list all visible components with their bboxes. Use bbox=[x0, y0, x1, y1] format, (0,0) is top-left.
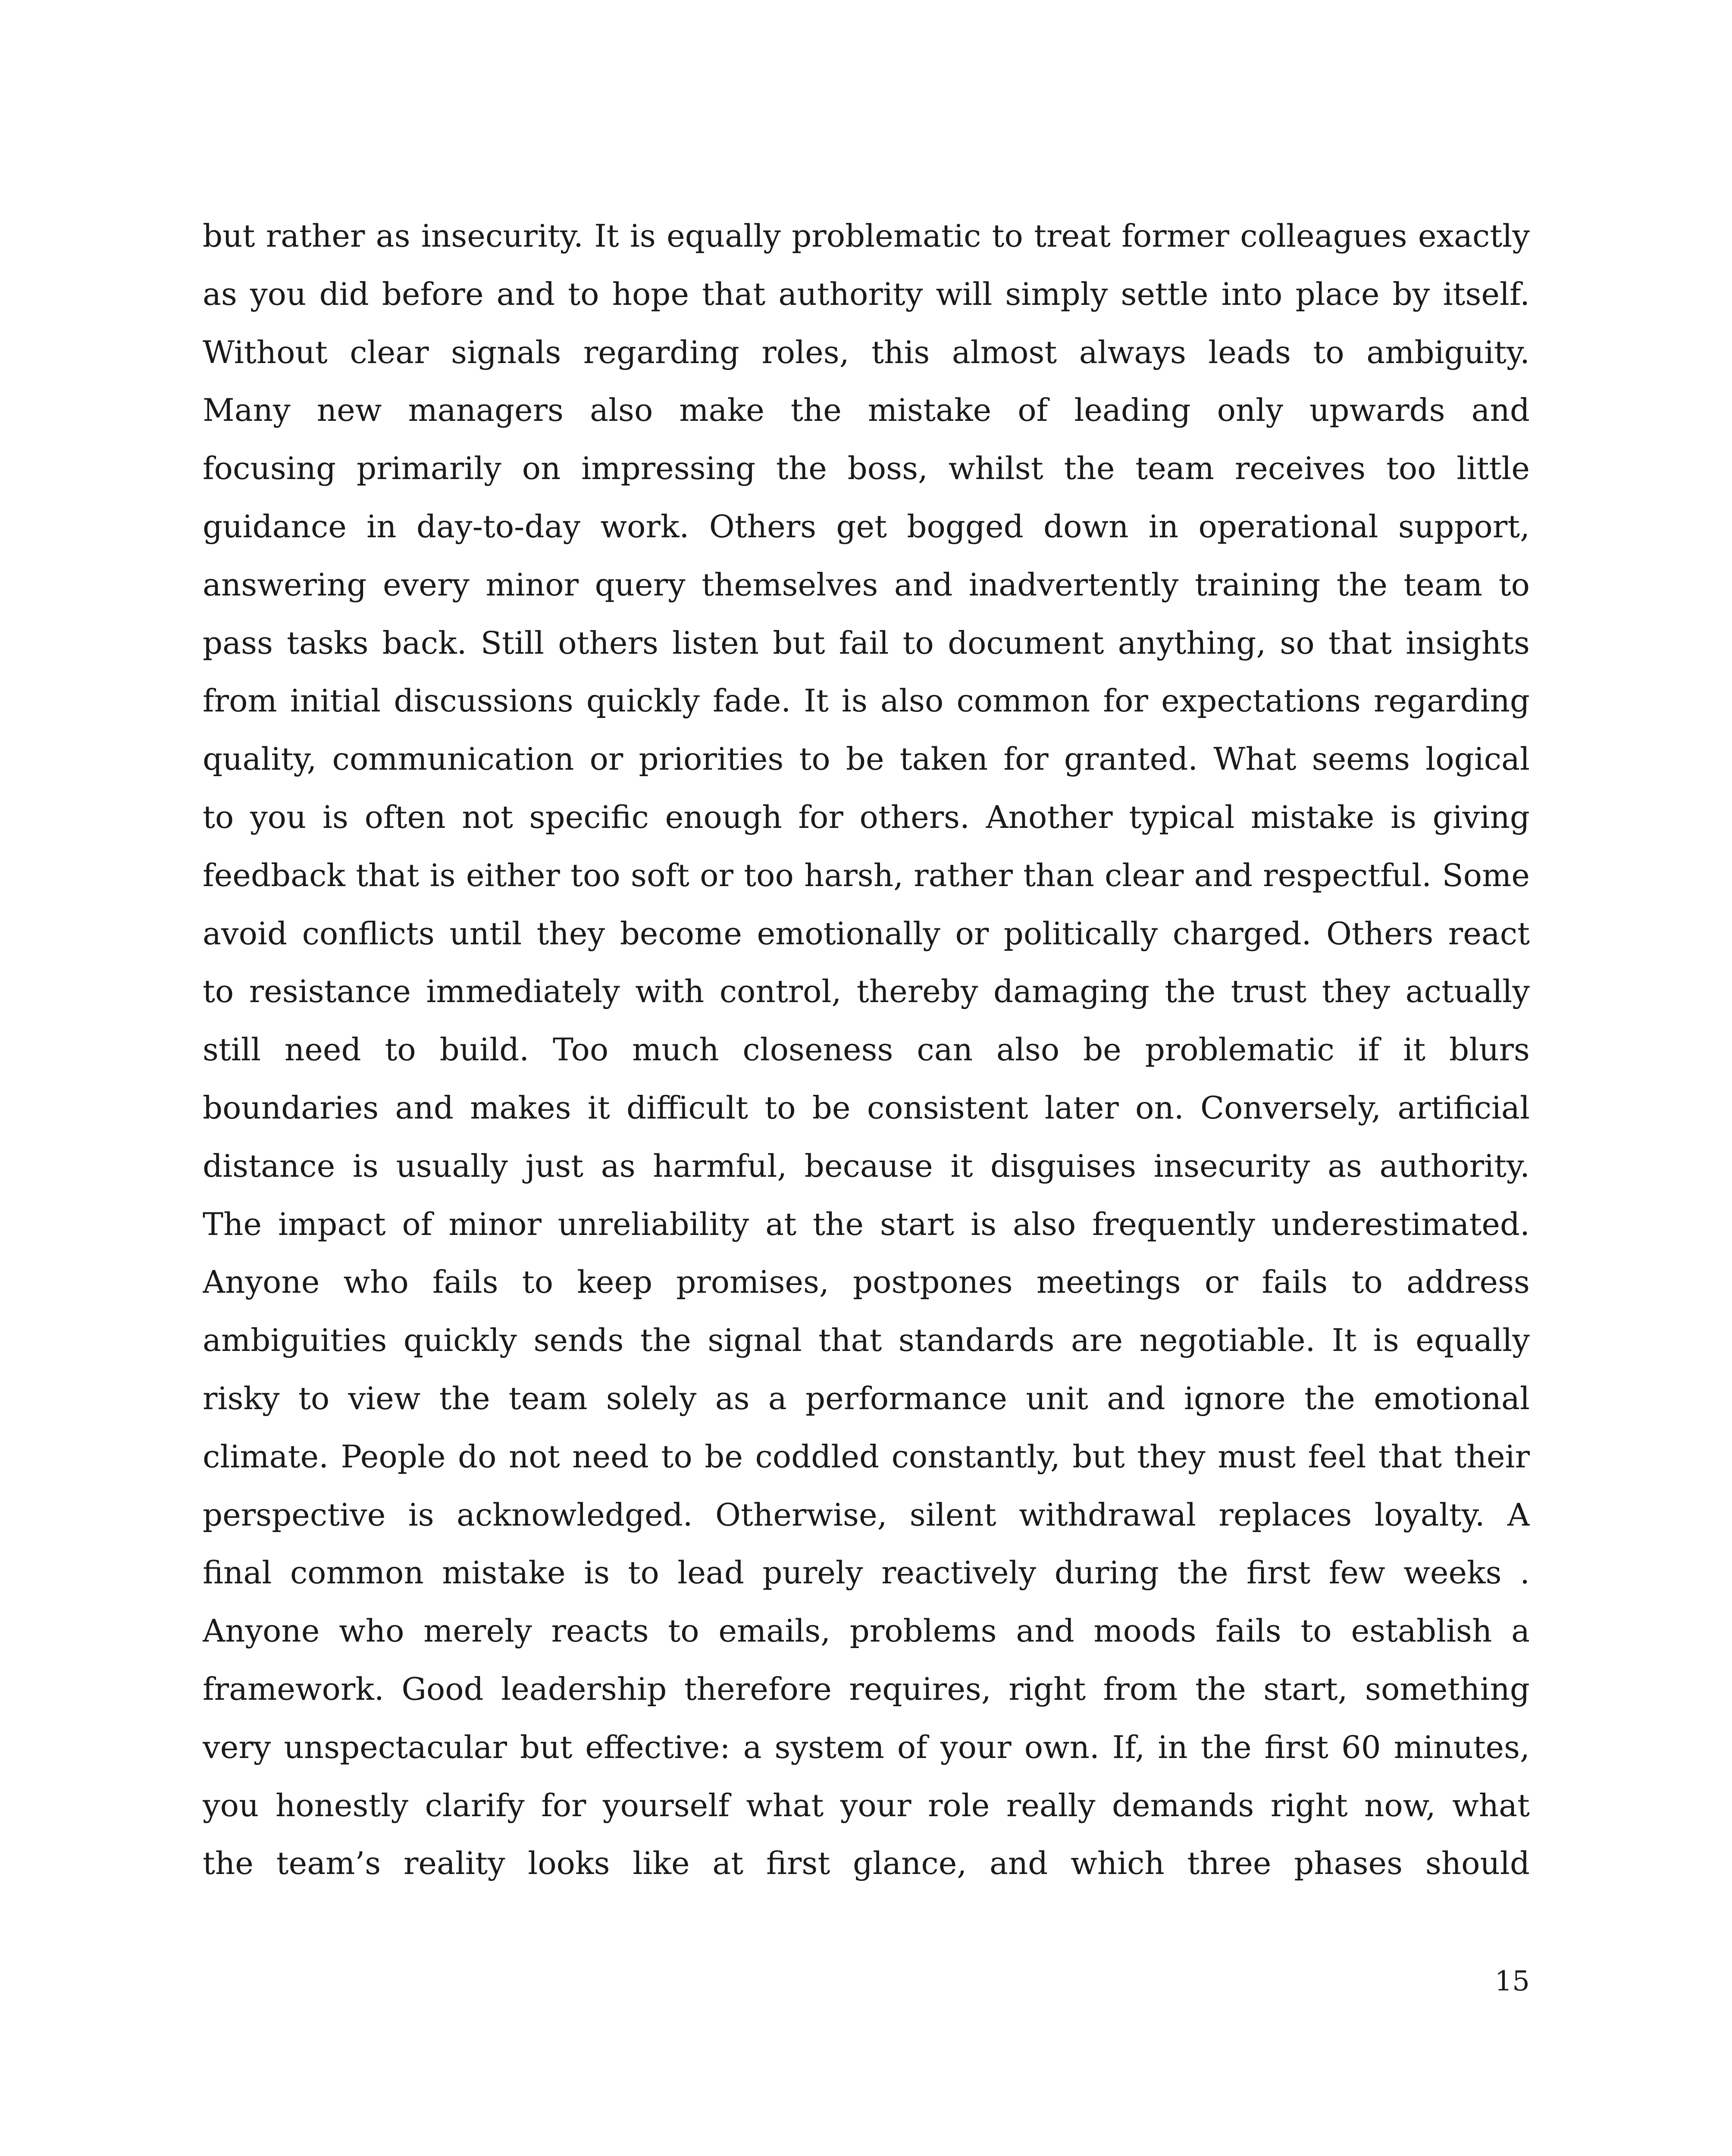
text-line: the team’s reality looks like at first glance, and which three phases should bbox=[203, 1845, 1530, 1882]
page-number: 15 bbox=[1494, 1965, 1530, 1997]
text-line: Anyone who fails to keep promises, postpones meetings or fails to address bbox=[203, 1264, 1530, 1300]
text-line: you honestly clarify for yourself what your role really demands right now, what bbox=[203, 1787, 1530, 1824]
text-line: as you did before and to hope that authority will simply settle into place by itself. bbox=[203, 276, 1530, 312]
text-line: ambiguities quickly sends the signal that standards are negotiable. It is equally bbox=[203, 1322, 1530, 1359]
text-line: focusing primarily on impressing the boss, whilst the team receives too little bbox=[203, 450, 1530, 487]
text-line: boundaries and makes it difficult to be consistent later on. Conversely, artificial bbox=[203, 1089, 1530, 1126]
text-line: Anyone who merely reacts to emails, problems and moods fails to establish a bbox=[203, 1613, 1530, 1649]
text-line: Many new managers also make the mistake of leading only upwards and bbox=[203, 392, 1530, 429]
text-line: answering every minor query themselves and inadvertently training the team to bbox=[203, 566, 1530, 603]
text-line: distance is usually just as harmful, because it disguises insecurity as authority. bbox=[203, 1147, 1530, 1184]
text-line: risky to view the team solely as a performance unit and ignore the emotional bbox=[203, 1380, 1530, 1416]
text-line: final common mistake is to lead purely reactively during the first few weeks . bbox=[203, 1554, 1530, 1591]
text-line: feedback that is either too soft or too harsh, rather than clear and respectful. Some bbox=[203, 857, 1530, 893]
text-line: quality, communication or priorities to be taken for granted. What seems logical bbox=[203, 741, 1530, 777]
text-line: but rather as insecurity. It is equally problematic to treat former colleagues exactly bbox=[203, 218, 1530, 254]
text-line: perspective is acknowledged. Otherwise, silent withdrawal replaces loyalty. A bbox=[203, 1496, 1530, 1533]
text-line: avoid conflicts until they become emotionally or politically charged. Others react bbox=[203, 915, 1530, 952]
text-line: still need to build. Too much closeness can also be problematic if it blurs bbox=[203, 1031, 1530, 1068]
text-line: climate. People do not need to be coddled constantly, but they must feel that their bbox=[203, 1438, 1530, 1475]
text-line: guidance in day-to-day work. Others get bogged down in operational support, bbox=[203, 508, 1530, 545]
text-line: very unspectacular but effective: a system of your own. If, in the first 60 minutes, bbox=[203, 1729, 1530, 1765]
text-line: framework. Good leadership therefore requires, right from the start, something bbox=[203, 1670, 1530, 1707]
text-line: to resistance immediately with control, thereby damaging the trust they actually bbox=[203, 973, 1530, 1010]
text-line: pass tasks back. Still others listen but fail to document anything, so that insights bbox=[203, 624, 1530, 661]
text-line: from initial discussions quickly fade. It is also common for expectations regarding bbox=[203, 683, 1530, 719]
body-text bbox=[203, 207, 1530, 1893]
text-line: The impact of minor unreliability at the start is also frequently underestimated. bbox=[203, 1206, 1530, 1242]
text-line: to you is often not specific enough for others. Another typical mistake is giving bbox=[203, 799, 1530, 835]
text-line: Without clear signals regarding roles, this almost always leads to ambiguity. bbox=[203, 334, 1530, 370]
